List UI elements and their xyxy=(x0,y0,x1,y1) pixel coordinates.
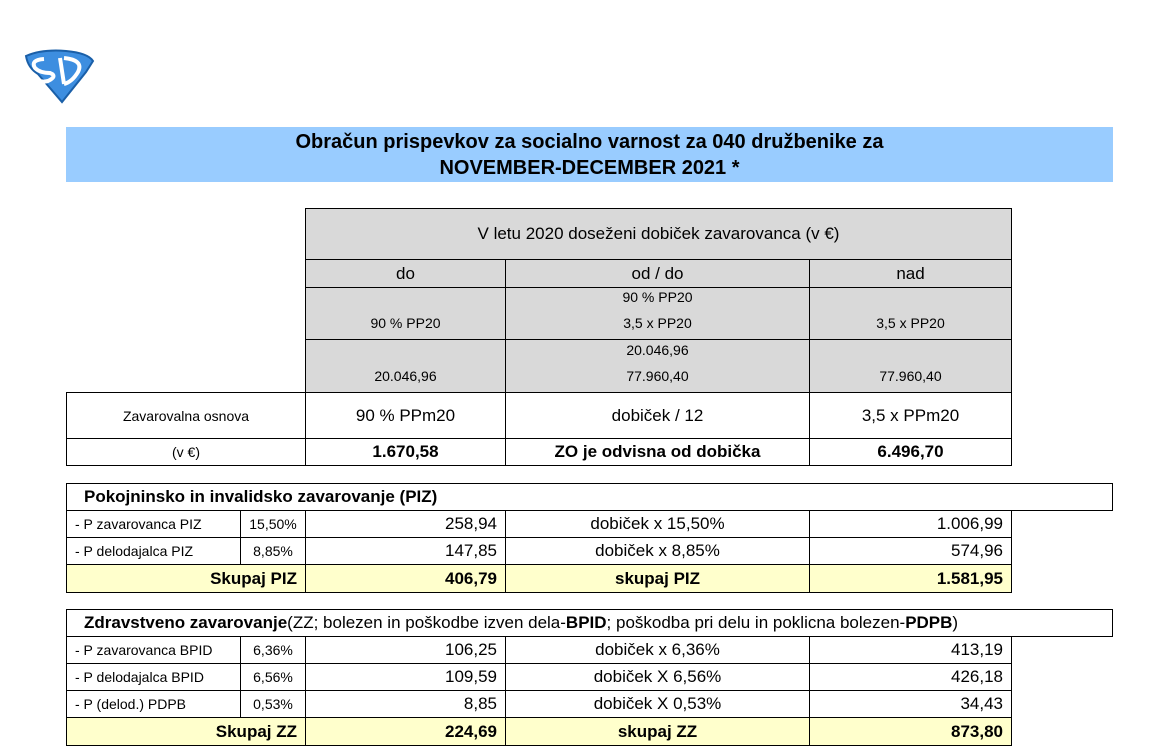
piz-row-1-label: - P zavarovanca PIZ xyxy=(66,510,241,538)
zz-row-1-label: - P zavarovanca BPID xyxy=(66,636,241,664)
zz-row-2-rate: 6,56% xyxy=(240,663,306,691)
threshold-od-text-1: 90 % PP20 xyxy=(622,289,693,305)
threshold-do-text: 90 % PP20 xyxy=(370,315,441,331)
zz-total-do: 224,69 xyxy=(305,717,506,746)
piz-heading: Pokojninsko in invalidsko zavarovanje (PIZ) xyxy=(66,483,1113,511)
column-header-nad: nad xyxy=(809,259,1012,288)
base-do: 90 % PPm20 xyxy=(305,392,506,439)
zz-row-1-rate: 6,36% xyxy=(240,636,306,664)
amount-do xyxy=(305,339,506,393)
zz-row-2-nad: 426,18 xyxy=(809,663,1012,691)
title-line-1: Obračun prispevkov za socialno varnost za 040 družbenike za xyxy=(295,131,884,153)
amount-od-text-1: 20.046,96 xyxy=(626,342,689,358)
zz-total-label: Skupaj ZZ xyxy=(66,717,306,746)
zz-heading-bold-3: PDPB xyxy=(905,613,953,632)
amount-od-text-2: 77.960,40 xyxy=(626,368,689,384)
threshold-od-do xyxy=(505,287,810,340)
piz-row-2-rate: 8,85% xyxy=(240,537,306,565)
zz-heading-bold-1: Zdravstveno zavarovanje xyxy=(84,613,288,632)
zz-row-1-do: 106,25 xyxy=(305,636,506,664)
zz-row-3-rate: 0,53% xyxy=(240,690,306,718)
piz-row-1-do: 258,94 xyxy=(305,510,506,538)
threshold-od-text-2: 3,5 x PP20 xyxy=(623,315,692,331)
zz-heading-text-3: ) xyxy=(952,613,959,632)
document-title xyxy=(66,127,1113,182)
amount-do-text: 20.046,96 xyxy=(374,368,437,384)
threshold-do xyxy=(305,287,506,340)
zz-row-2-label: - P delodajalca BPID xyxy=(66,663,241,691)
piz-row-2-od-do: dobiček x 8,85% xyxy=(505,537,810,565)
piz-total-label: Skupaj PIZ xyxy=(66,564,306,593)
piz-row-1-od-do: dobiček x 15,50% xyxy=(505,510,810,538)
zz-total-od-do: skupaj ZZ xyxy=(505,717,810,746)
zz-heading-bold-2: BPID xyxy=(565,613,607,632)
zz-total-nad: 873,80 xyxy=(809,717,1012,746)
base-od-do: dobiček / 12 xyxy=(505,392,810,439)
piz-row-2-label: - P delodajalca PIZ xyxy=(66,537,241,565)
amount-nad xyxy=(809,339,1012,393)
zz-row-3-od-do: dobiček X 0,53% xyxy=(505,690,810,718)
base-od-do-value: ZO je odvisna od dobička xyxy=(505,438,810,466)
zz-heading-text-2: ; poškodba pri delu in poklicna bolezen- xyxy=(606,613,906,632)
piz-total-do: 406,79 xyxy=(305,564,506,593)
base-nad: 3,5 x PPm20 xyxy=(809,392,1012,439)
column-header-do: do xyxy=(305,259,506,288)
piz-row-1-rate: 15,50% xyxy=(240,510,306,538)
income-caption: V letu 2020 doseženi dobiček zavarovanca (v €) xyxy=(305,208,1012,260)
title-line-2: NOVEMBER-DECEMBER 2021 * xyxy=(439,157,740,179)
piz-row-1-nad: 1.006,99 xyxy=(809,510,1012,538)
zz-row-1-nad: 413,19 xyxy=(809,636,1012,664)
column-header-od-do: od / do xyxy=(505,259,810,288)
piz-total-od-do: skupaj PIZ xyxy=(505,564,810,593)
zz-row-1-od-do: dobiček x 6,36% xyxy=(505,636,810,664)
threshold-nad xyxy=(809,287,1012,340)
zz-row-3-nad: 34,43 xyxy=(809,690,1012,718)
base-nad-value: 6.496,70 xyxy=(809,438,1012,466)
zz-row-3-do: 8,85 xyxy=(305,690,506,718)
threshold-nad-text: 3,5 x PP20 xyxy=(876,315,945,331)
base-label: Zavarovalna osnova xyxy=(66,392,306,439)
sd-shield-logo-icon xyxy=(22,48,96,104)
piz-row-2-nad: 574,96 xyxy=(809,537,1012,565)
zz-row-3-label: - P (delod.) PDPB xyxy=(66,690,241,718)
zz-heading xyxy=(66,609,1113,637)
zz-heading-text-1: (ZZ; bolezen in poškodbe izven dela- xyxy=(287,613,566,632)
zz-row-2-do: 109,59 xyxy=(305,663,506,691)
amount-od-do xyxy=(505,339,810,393)
base-do-value: 1.670,58 xyxy=(305,438,506,466)
piz-row-2-do: 147,85 xyxy=(305,537,506,565)
base-unit: (v €) xyxy=(66,438,306,466)
amount-nad-text: 77.960,40 xyxy=(879,368,942,384)
piz-total-nad: 1.581,95 xyxy=(809,564,1012,593)
zz-row-2-od-do: dobiček X 6,56% xyxy=(505,663,810,691)
